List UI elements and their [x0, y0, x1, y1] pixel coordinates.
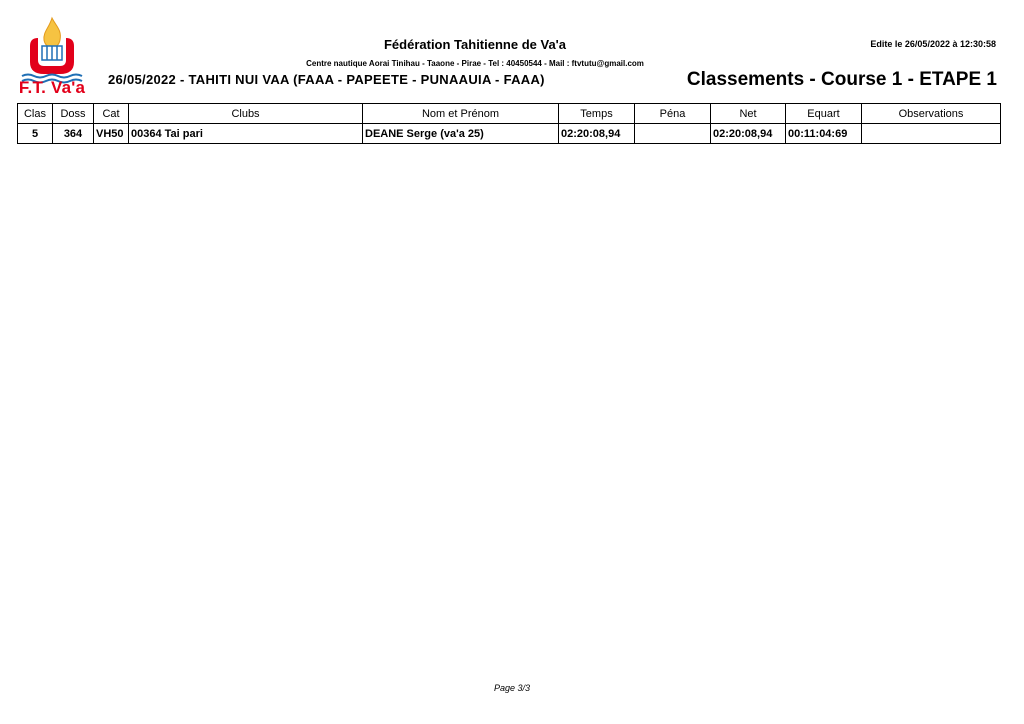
- cell-temps: 02:20:08,94: [559, 124, 635, 144]
- cell-cat: VH50: [94, 124, 129, 144]
- cell-net: 02:20:08,94: [711, 124, 786, 144]
- column-header-clas: Clas: [18, 104, 53, 124]
- column-header-observations: Observations: [862, 104, 1001, 124]
- column-header-nom: Nom et Prénom: [363, 104, 559, 124]
- results-table: [17, 103, 1001, 144]
- cell-doss: 364: [53, 124, 94, 144]
- column-header-temps: Temps: [559, 104, 635, 124]
- cell-pena: [635, 124, 711, 144]
- column-header-net: Net: [711, 104, 786, 124]
- cell-equart: 00:11:04:69: [786, 124, 862, 144]
- column-header-cat: Cat: [94, 104, 129, 124]
- column-header-pena: Péna: [635, 104, 711, 124]
- column-header-equart: Equart: [786, 104, 862, 124]
- table-header-row: [18, 104, 1001, 124]
- federation-address: Centre nautique Aorai Tinihau - Taaone - Pirae - Tel : 40450544 - Mail : ftvtutu@gmail.com: [306, 59, 644, 68]
- federation-title: Fédération Tahitienne de Va'a: [383, 37, 566, 52]
- event-title: 26/05/2022 - TAHITI NUI VAA (FAAA - PAPEETE - PUNAAUIA - FAAA): [108, 72, 545, 87]
- classement-title: Classements - Course 1 - ETAPE 1: [686, 69, 997, 90]
- edit-date: Edite le 26/05/2022 à 12:30:58: [870, 39, 996, 49]
- column-header-doss: Doss: [53, 104, 94, 124]
- table-row: [18, 124, 1001, 144]
- cell-clas: 5: [18, 124, 53, 144]
- logo-text: F.T. Va'a: [18, 78, 86, 97]
- column-header-clubs: Clubs: [129, 104, 363, 124]
- cell-nom: DEANE Serge (va'a 25): [363, 124, 559, 144]
- page-number: Page 3/3: [493, 683, 531, 693]
- cell-observations: [862, 124, 1001, 144]
- cell-club: 00364 Tai pari: [129, 124, 363, 144]
